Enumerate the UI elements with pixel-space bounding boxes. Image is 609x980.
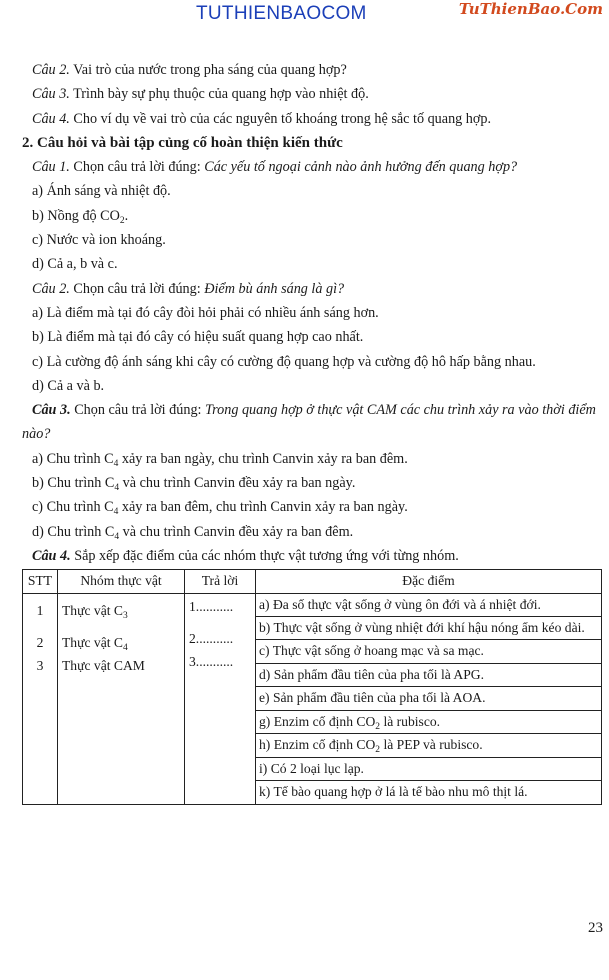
feature-k: k) Tế bào quang hợp ở lá là tế bào nhu mô thịt lá. — [259, 784, 528, 800]
question-label: Câu 2. — [32, 62, 70, 78]
mc-question-1 — [22, 155, 596, 179]
question-text: Trong quang hợp ở thực vật CAM các chu trình xảy ra vào thời điểm nào? — [22, 402, 596, 443]
header-group: Nhóm thực vật — [58, 570, 185, 594]
stt-column — [23, 593, 58, 804]
option-b — [22, 471, 596, 495]
mc-question-4 — [22, 544, 596, 568]
review-question-2 — [22, 58, 596, 82]
site-title: TUTHIENBAOCOM — [196, 3, 367, 24]
answer-blank: 2........... — [189, 631, 234, 647]
question-lead: Chọn câu trả lời đúng: — [69, 159, 205, 176]
question-text: Sắp xếp đặc điểm của các nhóm thực vật tương ứng với từng nhóm. — [70, 547, 459, 564]
plant-group-table — [22, 569, 602, 805]
feature-i: i) Có 2 loại lục lạp. — [256, 758, 601, 782]
feature-h — [256, 734, 601, 758]
question-label: Câu 3. — [32, 402, 71, 419]
subscript: 4 — [113, 458, 119, 469]
subscript: 2 — [375, 745, 381, 756]
group-cell — [62, 632, 180, 655]
table-body-row — [23, 593, 602, 804]
option-a — [22, 447, 596, 471]
review-question-3 — [22, 82, 596, 106]
option-text: xảy ra ban đêm, chu trình Canvin xảy ra ban ngày. — [118, 499, 408, 516]
subscript: 4 — [113, 507, 119, 518]
question-text: Trình bày sự phụ thuộc của quang hợp vào nhiệt độ. — [69, 86, 369, 103]
question-label: Câu 1. — [32, 159, 70, 176]
question-lead: Chọn câu trả lời đúng: — [70, 402, 206, 419]
review-question-4 — [22, 107, 596, 131]
page-header — [0, 0, 609, 32]
option-c: c) Là cường độ ánh sáng khi cây có cường độ quang hợp và cường độ hô hấp bằng nhau. — [32, 353, 536, 370]
feature-g — [256, 711, 601, 735]
option-d — [22, 520, 596, 544]
question-text: Vai trò của nước trong pha sáng của quang hợp? — [69, 62, 347, 78]
subscript: 4 — [114, 531, 120, 542]
page-number: 23 — [588, 920, 603, 936]
option-a: a) Ánh sáng và nhiệt độ. — [32, 183, 171, 200]
header-answer: Trả lời — [185, 570, 256, 594]
subscript: 4 — [114, 483, 120, 494]
stt-cell: 1 — [36, 602, 44, 618]
answer-blank: 3........... — [189, 653, 234, 669]
answer-column — [185, 593, 256, 804]
group-cell — [62, 600, 180, 623]
mc-question-2 — [22, 277, 596, 301]
option-text: xảy ra ban ngày, chu trình Canvin xảy ra ban đêm. — [118, 450, 408, 467]
question-text: Điểm bù ánh sáng là gì? — [204, 280, 345, 297]
feature-text: là PEP và rubisco. — [380, 737, 483, 753]
question-label: Câu 3. — [32, 86, 70, 103]
feature-column — [256, 593, 602, 804]
subscript: 4 — [122, 643, 128, 654]
option-a: a) Là điểm mà tại đó cây đòi hỏi phải có nhiều ánh sáng hơn. — [32, 304, 379, 321]
group-text: Thực vật C — [62, 635, 123, 651]
subscript: 2 — [375, 721, 381, 732]
option-text: d) Chu trình C — [32, 523, 115, 540]
feature-text: là rubisco. — [380, 713, 441, 729]
question-lead: Chọn câu trả lời đúng: — [69, 280, 205, 297]
option-text: b) Chu trình C — [32, 475, 115, 492]
feature-d: d) Sản phẩm đầu tiên của pha tối là APG. — [256, 664, 601, 688]
option-text: b) Nồng độ CO — [32, 207, 120, 224]
stt-cell: 2 — [36, 635, 44, 651]
group-column — [58, 593, 185, 804]
question-label: Câu 4. — [32, 547, 71, 564]
feature-text: h) Enzim cố định CO — [259, 737, 376, 753]
group-text: Thực vật C — [62, 602, 123, 618]
document-body — [22, 58, 596, 805]
stt-cell: 3 — [36, 657, 44, 673]
option-d: d) Cả a và b. — [32, 377, 105, 394]
table-header-row — [23, 570, 602, 594]
option-text: và chu trình Canvin đều xảy ra ban ngày. — [119, 475, 356, 492]
option-d: d) Cả a, b và c. — [32, 256, 118, 273]
group-text: Thực vật CAM — [62, 657, 145, 673]
header-feature: Đặc điểm — [256, 570, 602, 594]
question-label: Câu 4. — [32, 110, 70, 127]
question-label: Câu 2. — [32, 280, 70, 297]
option-b — [22, 204, 596, 228]
option-text: c) Chu trình C — [32, 499, 114, 516]
group-cell — [62, 655, 180, 678]
feature-e: e) Sản phẩm đầu tiên của pha tối là AOA. — [256, 687, 601, 711]
site-logo: TuThienBao.Com — [458, 0, 603, 18]
option-text: và chu trình Canvin đều xảy ra ban đêm. — [119, 523, 354, 540]
feature-c: c) Thực vật sống ở hoang mạc và sa mạc. — [256, 640, 601, 664]
subscript: 3 — [122, 610, 128, 621]
option-text: . — [124, 207, 129, 224]
feature-text: g) Enzim cố định CO — [259, 713, 376, 729]
header-stt: STT — [23, 570, 58, 594]
option-text: a) Chu trình C — [32, 450, 114, 467]
subscript: 2 — [119, 215, 125, 226]
question-text: Các yếu tố ngoại cảnh nào ảnh hưởng đến quang hợp? — [204, 159, 518, 176]
feature-a: a) Đa số thực vật sống ở vùng ôn đới và á nhiệt đới. — [256, 594, 601, 618]
option-c — [22, 495, 596, 519]
option-b: b) Là điểm mà tại đó cây có hiệu suất quang hợp cao nhất. — [32, 329, 364, 346]
option-c: c) Nước và ion khoáng. — [32, 232, 166, 249]
question-text: Cho ví dụ về vai trò của các nguyên tố khoáng trong hệ sắc tố quang hợp. — [69, 110, 492, 127]
feature-b: b) Thực vật sống ở vùng nhiệt đới khí hậu nóng ẩm kéo dài. — [256, 617, 601, 640]
mc-question-3 — [22, 398, 596, 447]
section-heading: 2. Câu hỏi và bài tập củng cố hoàn thiện kiến thức — [22, 134, 343, 151]
answer-blank: 1........... — [189, 598, 234, 614]
